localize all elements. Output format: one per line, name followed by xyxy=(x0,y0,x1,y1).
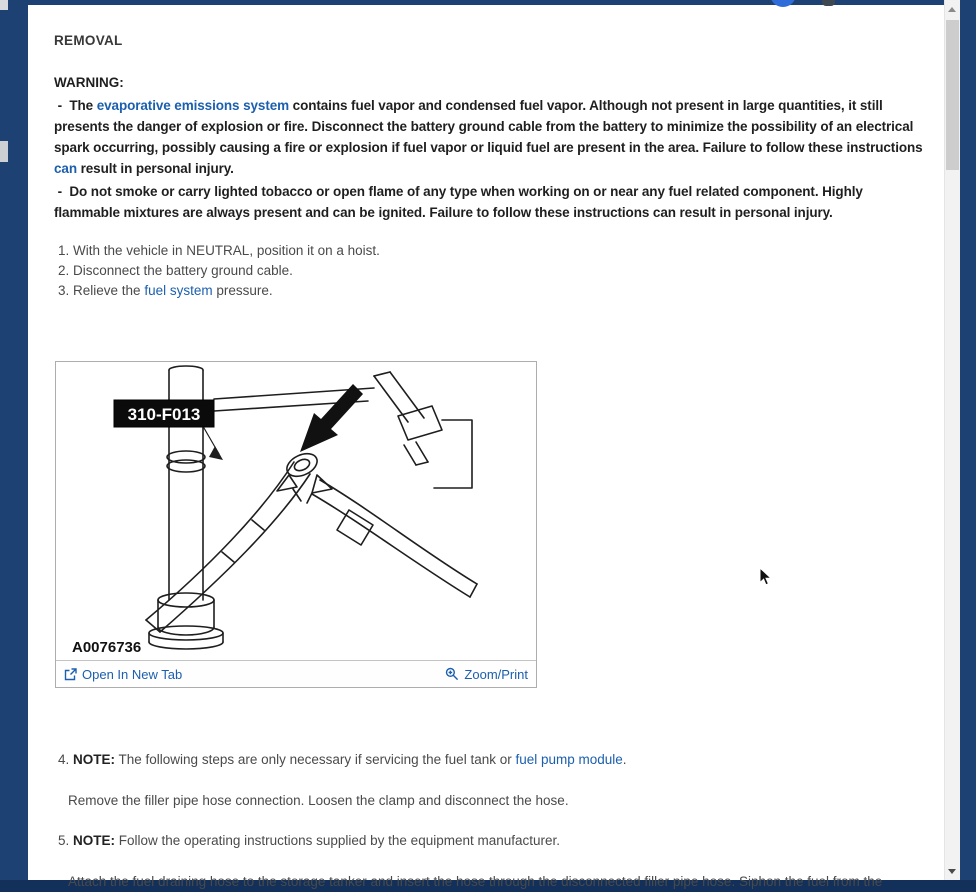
upper-tube xyxy=(390,372,424,418)
callout-label: 310-F013 xyxy=(127,405,201,424)
step3-post: pressure. xyxy=(212,283,273,298)
step3-pre: 3. Relieve the xyxy=(58,283,145,298)
can-link[interactable]: can xyxy=(54,161,77,176)
open-in-new-tab-link[interactable] xyxy=(64,667,182,682)
step5-number: 5. xyxy=(58,833,74,848)
open-in-new-tab-label: Open In New Tab xyxy=(82,666,183,682)
step-list xyxy=(54,241,932,301)
warning1-pre: - The xyxy=(54,98,97,113)
step-1: 1. With the vehicle in NEUTRAL, position it on a hoist. xyxy=(58,243,380,258)
section-title: REMOVAL xyxy=(54,33,123,48)
pipe-flange xyxy=(149,626,223,640)
window-edge-artifact xyxy=(0,0,8,10)
window-edge-artifact xyxy=(0,141,8,162)
warning1-post: result in personal injury. xyxy=(76,161,234,176)
fuel-system-link[interactable]: fuel system xyxy=(144,283,213,298)
figure xyxy=(55,361,537,688)
pipe-collar xyxy=(167,460,205,472)
scrollbar-thumb[interactable] xyxy=(946,20,959,170)
pipe-cap xyxy=(169,366,203,370)
step4-post: . xyxy=(622,752,627,767)
open-in-new-tab-icon xyxy=(64,668,77,681)
fuel-line-diagram xyxy=(56,362,536,660)
evaporative-emissions-system-link[interactable]: evaporative emissions system xyxy=(96,98,290,113)
lower-hose xyxy=(312,494,470,597)
mouse-cursor xyxy=(759,567,773,587)
step-4-detail: Remove the filler pipe hose connection. Loosen the clamp and disconnect the hose. xyxy=(68,793,569,808)
step5-body: Follow the operating instructions supplied by the equipment manufacturer. xyxy=(115,833,561,848)
step-5 xyxy=(54,831,932,851)
warning-paragraph-1 xyxy=(54,95,932,179)
zoom-print-label: Zoom/Print xyxy=(464,666,528,682)
zoom-print-link[interactable] xyxy=(445,667,528,682)
leader-arrowhead xyxy=(209,446,223,460)
figure-toolbar xyxy=(56,660,536,687)
pipe-base xyxy=(158,593,214,607)
step-5-detail: Attach the fuel draining hose to the storage tanker and insert the hose through the disconnected filler pipe hose. Siphon the fuel from the xyxy=(68,874,883,889)
figure-image xyxy=(56,362,536,660)
zoom-icon xyxy=(445,667,459,681)
article xyxy=(28,5,944,889)
window-frame-right xyxy=(960,0,976,880)
scroll-up-arrow[interactable] xyxy=(948,7,956,12)
step4-body: The following steps are only necessary if servicing the fuel tank or xyxy=(115,752,516,767)
warning-label: WARNING: xyxy=(54,75,124,90)
step-2: 2. Disconnect the battery ground cable. xyxy=(58,263,293,278)
step-3 xyxy=(54,281,932,301)
step5-note-label: NOTE: xyxy=(73,833,116,848)
fuel-pump-module-link[interactable]: fuel pump module xyxy=(515,752,623,767)
tube-fitting xyxy=(398,406,442,440)
warning-paragraph-2: - Do not smoke or carry lighted tobacco or open flame of any type when working on or near any fuel related component. Highly flammable mixtures are always present and can be ignited. Failure to follow these instructions can result in personal injury. xyxy=(54,184,867,220)
figure-id: A0076736 xyxy=(72,639,142,656)
pointer-arrow xyxy=(300,384,363,452)
content-panel xyxy=(28,5,944,889)
step4-note-label: NOTE: xyxy=(73,752,116,767)
notification-icon[interactable] xyxy=(822,0,835,6)
warning1-body: contains fuel vapor and condensed fuel vapor. Although not present in large quantities, it still presents the danger of explosion or fire. Disconnect the battery ground cable from the battery to minimize the possibility of an electrical spark occurring, possibly causing a fire or explosion if fuel vapor or liquid fuel are present in the area. Failure to follow these instructions xyxy=(54,98,927,155)
step4-number: 4. xyxy=(58,752,74,767)
clipped-header-strip xyxy=(28,0,944,5)
step-4 xyxy=(54,750,932,770)
lower-hose xyxy=(320,480,477,584)
clamp-wing xyxy=(312,475,332,493)
hose-coupling xyxy=(337,510,373,545)
fuel-hose xyxy=(160,474,310,632)
scrollbar[interactable] xyxy=(944,0,960,880)
scroll-down-arrow[interactable] xyxy=(948,869,956,874)
